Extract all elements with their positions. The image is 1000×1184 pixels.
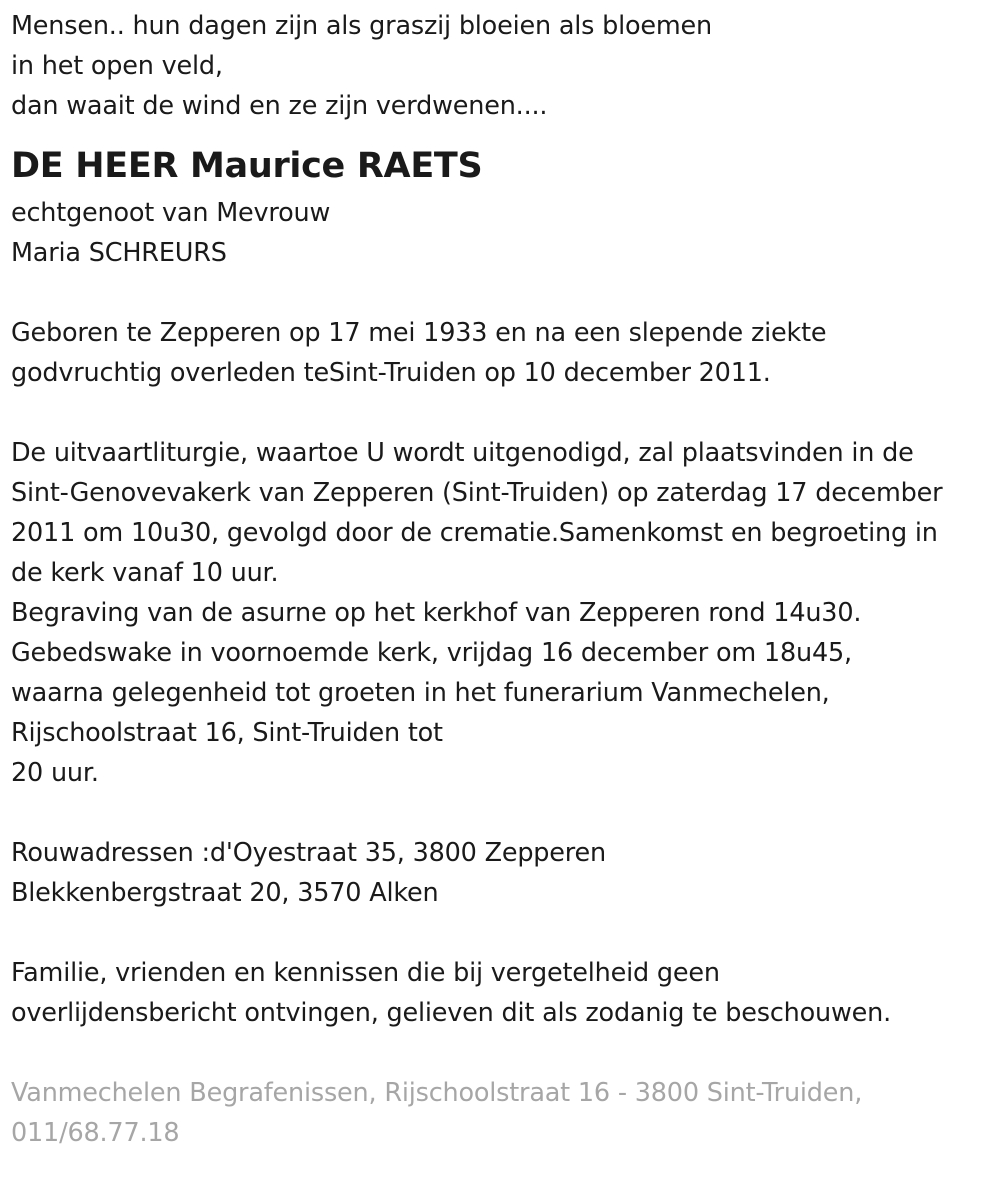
spacer — [11, 393, 996, 433]
deceased-name: DE HEER Maurice RAETS — [11, 146, 483, 186]
spacer — [11, 913, 996, 953]
poem-line: Mensen.. hun dagen zijn als graszij bloeien als bloemen — [11, 11, 712, 41]
spouse-line: Maria SCHREURS — [11, 238, 227, 268]
poem-section — [11, 6, 996, 126]
footer-line: 011/68.77.18 — [11, 1118, 180, 1148]
addresses-section — [11, 833, 996, 913]
spacer — [11, 1033, 996, 1073]
notice-line: overlijdensbericht ontvingen, gelieven dit als zodanig te beschouwen. — [11, 998, 892, 1028]
funeral-home-footer — [11, 1073, 996, 1153]
birth-death-section — [11, 313, 996, 393]
poem-line: dan waait de wind en ze zijn verdwenen.... — [11, 91, 548, 121]
notice-line: Familie, vrienden en kennissen die bij vergetelheid geen — [11, 958, 720, 988]
ceremony-line: De uitvaartliturgie, waartoe U wordt uitgenodigd, zal plaatsvinden in de — [11, 438, 914, 468]
ceremony-line: waarna gelegenheid tot groeten in het funerarium Vanmechelen, — [11, 678, 830, 708]
ceremony-line: Gebedswake in voornoemde kerk, vrijdag 16 december om 18u45, — [11, 638, 852, 668]
address-line: Blekkenbergstraat 20, 3570 Alken — [11, 878, 439, 908]
ceremony-line: Sint-Genovevakerk van Zepperen (Sint-Truiden) op zaterdag 17 december — [11, 478, 943, 508]
ceremony-line: 2011 om 10u30, gevolgd door de crematie.Samenkomst en begroeting in — [11, 518, 938, 548]
obituary-notice — [11, 6, 996, 1153]
poem-line: in het open veld, — [11, 51, 223, 81]
birth-death-line: Geboren te Zepperen op 17 mei 1933 en na een slepende ziekte — [11, 318, 827, 348]
address-line: Rouwadressen :d'Oyestraat 35, 3800 Zepperen — [11, 838, 606, 868]
ceremony-line: 20 uur. — [11, 758, 99, 788]
ceremony-line: de kerk vanaf 10 uur. — [11, 558, 279, 588]
ceremony-line: Begraving van de asurne op het kerkhof van Zepperen rond 14u30. — [11, 598, 862, 628]
footer-line: Vanmechelen Begrafenissen, Rijschoolstraat 16 - 3800 Sint-Truiden, — [11, 1078, 863, 1108]
spouse-section — [11, 193, 996, 273]
ceremony-line: Rijschoolstraat 16, Sint-Truiden tot — [11, 718, 443, 748]
birth-death-line: godvruchtig overleden teSint-Truiden op 10 december 2011. — [11, 358, 771, 388]
spouse-line: echtgenoot van Mevrouw — [11, 198, 331, 228]
spacer — [11, 273, 996, 313]
spacer — [11, 793, 996, 833]
ceremony-section — [11, 433, 996, 793]
notice-section — [11, 953, 996, 1033]
